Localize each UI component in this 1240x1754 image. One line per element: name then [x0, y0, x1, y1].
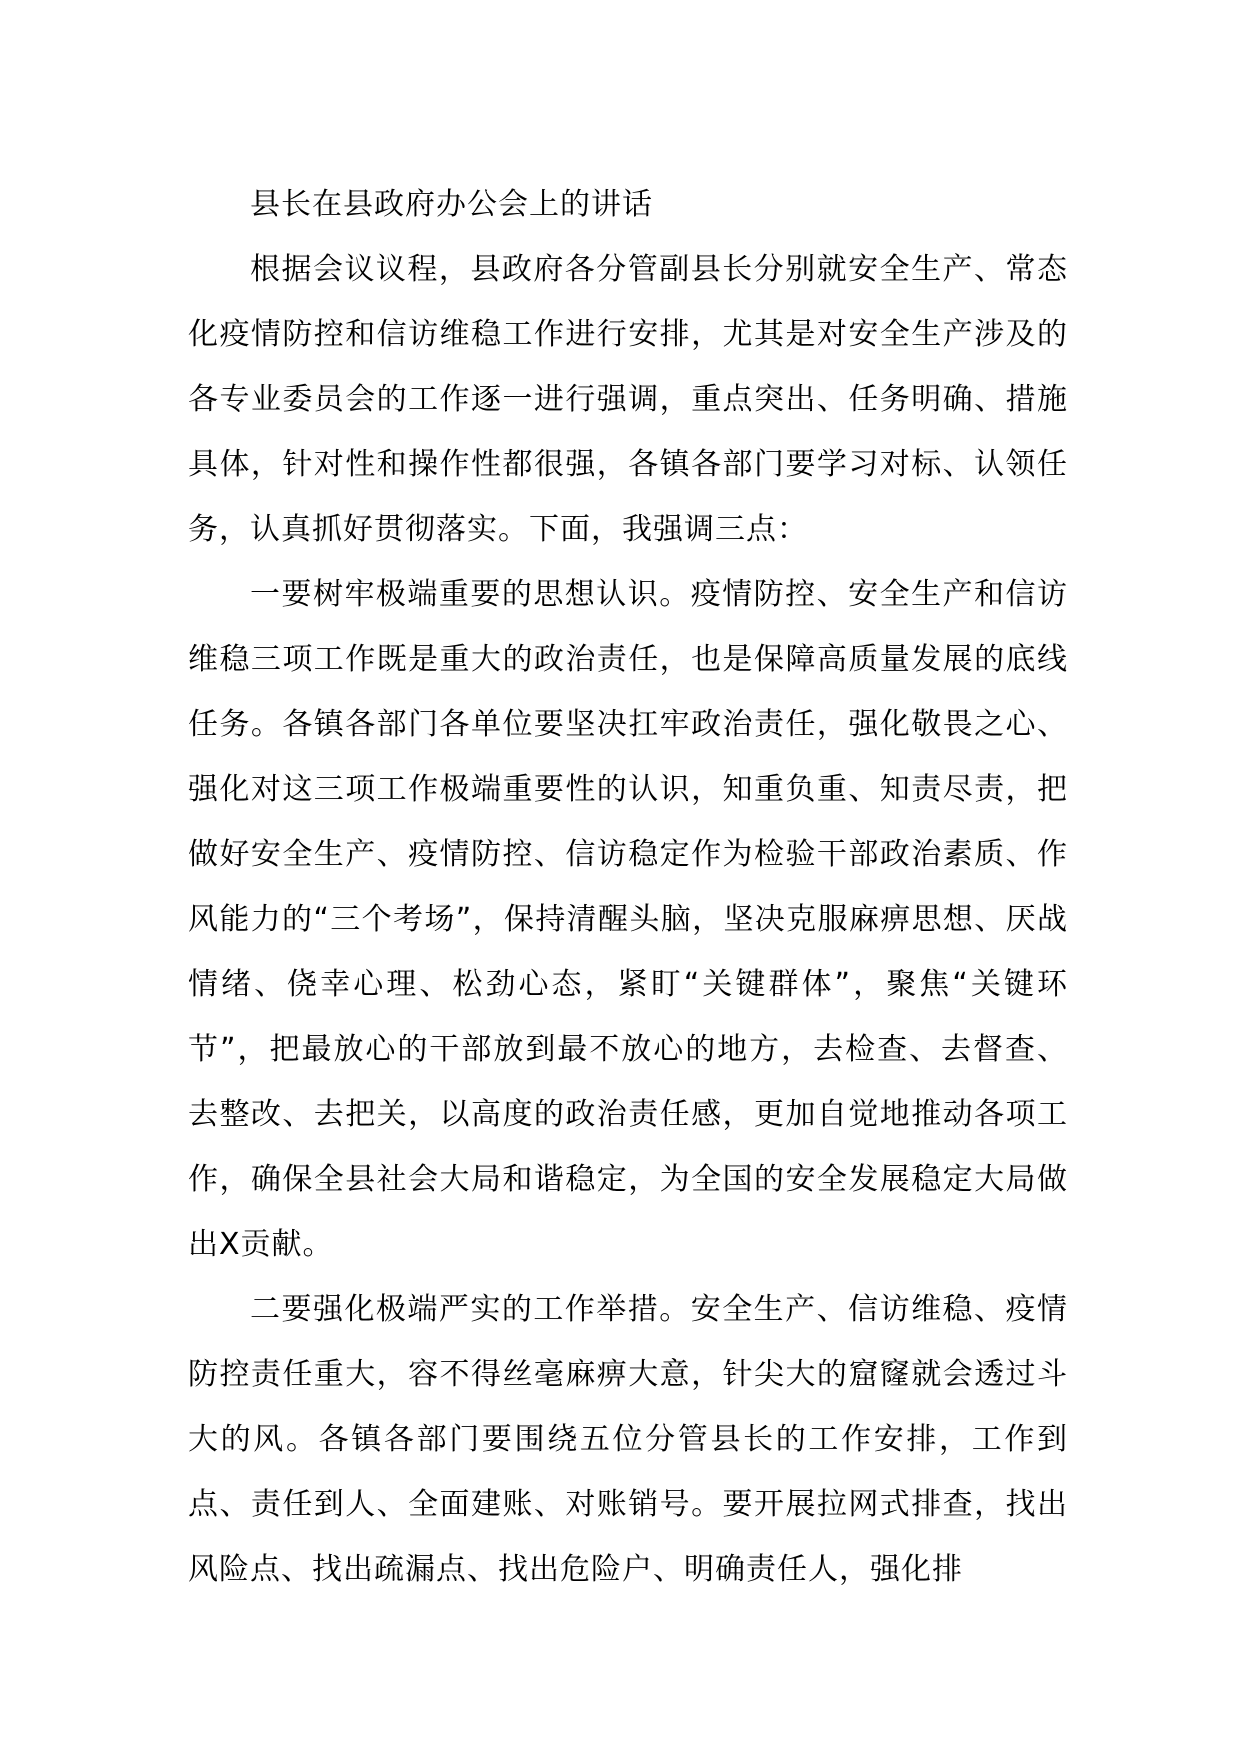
document-page [188, 172, 1068, 1602]
paragraph-point-two: 二要强化极端严实的工作举措。安全生产、信访维稳、疫情防控责任重大，容不得丝毫麻痹大意，针尖大的窟窿就会透过斗大的风。各镇各部门要围绕五位分管县长的工作安排，工作到点、责任到人、全面建账、对账销号。要开展拉网式排查，找出风险点、找出疏漏点、找出危险户、明确责任人，强化排 [188, 1292, 1068, 1587]
document-title: 县长在县政府办公会上的讲话 [250, 187, 653, 222]
paragraph-intro: 根据会议议程，县政府各分管副县长分别就安全生产、常态化疫情防控和信访维稳工作进行安排，尤其是对安全生产涉及的各专业委员会的工作逐一进行强调，重点突出、任务明确、措施具体，针对性和操作性都很强，各镇各部门要学习对标、认领任务，认真抓好贯彻落实。下面，我强调三点： [188, 252, 1068, 547]
paragraph-point-one: 一要树牢极端重要的思想认识。疫情防控、安全生产和信访维稳三项工作既是重大的政治责任，也是保障高质量发展的底线任务。各镇各部门各单位要坚决扛牢政治责任，强化敬畏之心、强化对这三项工作极端重要性的认识，知重负重、知责尽责，把做好安全生产、疫情防控、信访稳定作为检验干部政治素质、作风能力的“三个考场”，保持清醒头脑，坚决克服麻痹思想、厌战情绪、侥幸心理、松劲心态，紧盯“关键群体”，聚焦“关键环节”，把最放心的干部放到最不放心的地方，去检查、去督查、去整改、去把关，以高度的政治责任感，更加自觉地推动各项工作，确保全县社会大局和谐稳定，为全国的安全发展稳定大局做出X贡献。 [188, 577, 1068, 1262]
